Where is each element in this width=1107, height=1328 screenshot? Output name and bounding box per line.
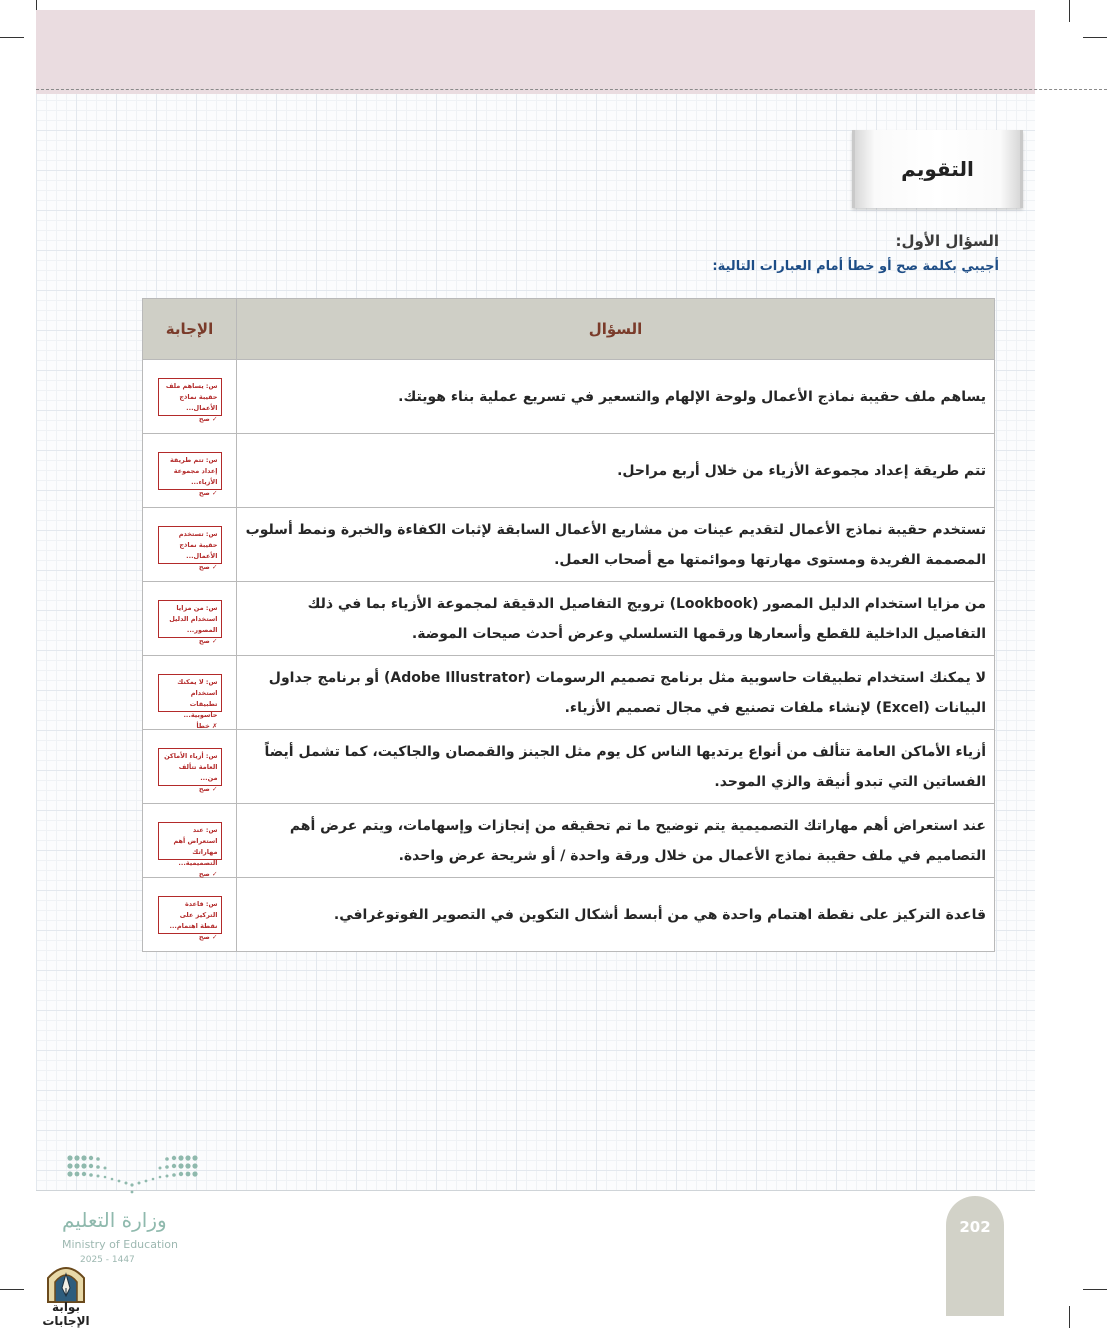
answer-cell <box>143 878 237 952</box>
table-row <box>143 656 995 730</box>
answer-verdict: ✓ صح <box>198 869 218 878</box>
answer-note: س: قاعدة التركيز على نقطة اهتمام... <box>169 899 218 930</box>
answer-cell <box>143 582 237 656</box>
section-title: التقويم <box>901 157 974 181</box>
table-row <box>143 434 995 508</box>
question-cell: تستخدم حقيبة نماذج الأعمال لتقديم عينات من مشاريع الأعمال السابقة لإثبات الكفاءة والخبرة ونمط أسلوب المصممة الفريدة ومستوى مهارتها وموائمتها مع أصحاب العمل. <box>237 508 995 582</box>
dashed-divider <box>36 89 1107 90</box>
header-answer: الإجابة <box>143 299 237 360</box>
answer-note: س: لا يمكنك استخدام تطبيقات حاسوبية... <box>177 677 218 719</box>
crop-mark <box>1069 0 1070 22</box>
answer-note: س: تستخدم حقيبة نماذج الأعمال... <box>178 529 218 560</box>
question-cell: عند استعراض أهم مهاراتك التصميمية يتم توضيح ما تم تحقيقه من إنجازات وإسهامات، ويتم عرض أهم التصاميم في ملف حقيبة نماذج الأعمال من خلال ورقة واحدة / أو شريحة عرض واحدة. <box>237 804 995 878</box>
answer-verdict: ✓ صح <box>198 932 218 941</box>
answer-note: س: أزياء الأماكن العامة تتألف من... <box>164 751 218 782</box>
table-row <box>143 582 995 656</box>
question-cell: من مزايا استخدام الدليل المصور (Lookbook) ترويج التفاصيل الدقيقة لمجموعة الأزياء بما في ذلك التفاصيل الداخلية للقطع وأسعارها ورقمها التسلسلي وعرض أحدث صيحات الموضة. <box>237 582 995 656</box>
answer-stamp <box>158 822 222 878</box>
question-cell: لا يمكنك استخدام تطبيقات حاسوبية مثل برنامج تصميم الرسومات (Adobe Illustrator) أو برنامج جداول البيانات (Excel) لإنشاء ملفات تصنيع في مجال تصميم الأزياء. <box>237 656 995 730</box>
answer-verdict: ✓ صح <box>198 636 218 645</box>
table-row <box>143 804 995 878</box>
answer-note: س: عند استعراض أهم مهاراتك التصميمية... <box>173 825 218 867</box>
table-row <box>143 878 995 952</box>
answer-cell <box>143 360 237 434</box>
answer-stamp <box>158 748 222 793</box>
answer-verdict: ✓ صح <box>198 784 218 793</box>
crop-mark <box>1069 1306 1070 1328</box>
page-number: 202 <box>959 1218 991 1236</box>
answer-stamp <box>158 526 222 571</box>
answer-cell <box>143 730 237 804</box>
answer-verdict: ✓ صح <box>198 414 218 423</box>
table-header-row <box>143 299 995 360</box>
answer-verdict: ✓ صح <box>198 488 218 497</box>
answer-stamp <box>158 600 222 645</box>
crop-mark <box>0 1289 24 1290</box>
answer-cell <box>143 804 237 878</box>
answer-verdict: ✗ خطأ <box>196 721 218 730</box>
question-cell: قاعدة التركيز على نقطة اهتمام واحدة هي من أبسط أشكال التكوين في التصوير الفوتوغرافي. <box>237 878 995 952</box>
answer-note: س: تتم طريقة إعداد مجموعة الأزياء... <box>169 455 218 486</box>
header-question: السؤال <box>237 299 995 360</box>
ministry-name-arabic: وزارة التعليم <box>62 1208 167 1232</box>
crop-mark <box>1083 1289 1107 1290</box>
section-title-scroll <box>852 130 1023 208</box>
crop-mark <box>0 37 24 38</box>
answer-note: س: يساهم ملف حقيبة نماذج الأعمال... <box>165 381 218 412</box>
question-cell: أزياء الأماكن العامة تتألف من أنواع يرتديها الناس كل يوم مثل الجينز والقمصان والجاكيت، كما تشمل أيضاً الفساتين التي تبدو أنيقة والزي الموحد. <box>237 730 995 804</box>
answer-cell <box>143 434 237 508</box>
table-row <box>143 730 995 804</box>
answer-stamp <box>158 674 222 730</box>
answers-gate-label: بوابة الإجابات <box>42 1300 90 1328</box>
question-heading: السؤال الأول: <box>895 232 999 250</box>
answer-stamp <box>158 378 222 423</box>
answer-verdict: ✓ صح <box>198 562 218 571</box>
questions-table <box>142 298 995 952</box>
edition-year: 2025 - 1447 <box>80 1255 135 1265</box>
answer-cell <box>143 508 237 582</box>
answer-stamp <box>158 452 222 497</box>
table-row <box>143 508 995 582</box>
question-cell: يساهم ملف حقيبة نماذج الأعمال ولوحة الإلهام والتسعير في تسريع عملية بناء هويتك. <box>237 360 995 434</box>
answer-stamp <box>158 896 222 941</box>
table-row <box>143 360 995 434</box>
crop-mark <box>1083 37 1107 38</box>
page-number-tab <box>946 1196 1004 1316</box>
instruction-text: أجيبي بكلمة صح أو خطأ أمام العبارات التالية: <box>712 259 999 274</box>
question-cell: تتم طريقة إعداد مجموعة الأزياء من خلال أربع مراحل. <box>237 434 995 508</box>
answer-note: س: من مزايا استخدام الدليل المصور... <box>169 603 218 634</box>
ministry-name-english: Ministry of Education <box>62 1238 179 1251</box>
top-band <box>36 10 1035 94</box>
answer-cell <box>143 656 237 730</box>
ministry-logo-icon <box>66 1152 198 1194</box>
